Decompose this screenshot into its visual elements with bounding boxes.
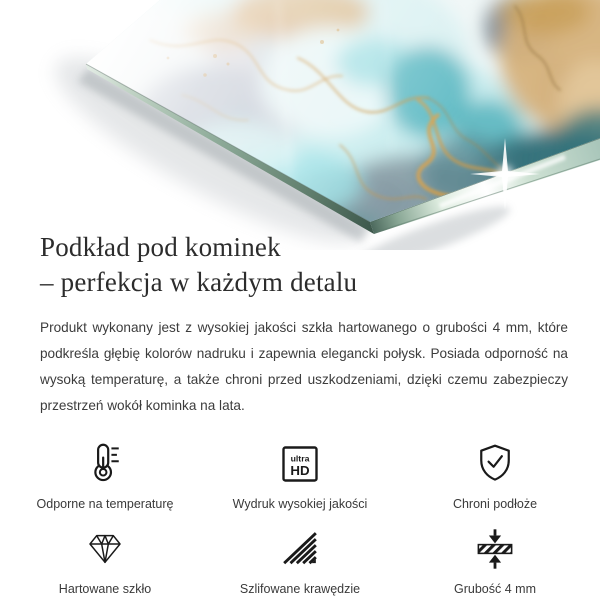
polished-edges-icon [280, 526, 320, 572]
feature-label: Odporne na temperaturę [36, 497, 174, 511]
page-title-line2: – perfekcja w każdym detalu [40, 267, 358, 297]
product-photo-area [0, 0, 600, 250]
ultra-hd-text-top: ultra [290, 453, 310, 464]
feature-protects-floor [390, 441, 600, 511]
page-title-line1: Podkład pod kominek [40, 232, 281, 262]
ultra-hd-text-bottom: HD [290, 463, 310, 478]
product-photo-glass-panel [0, 0, 600, 250]
feature-tempered-glass [0, 526, 210, 596]
feature-print-quality [210, 441, 390, 511]
feature-label: Wydruk wysokiej jakości [232, 497, 368, 511]
feature-temperature-resistant [0, 441, 210, 511]
product-description-section [0, 230, 600, 596]
thickness-icon [474, 526, 516, 572]
diamond-icon [85, 526, 125, 572]
feature-label: Hartowane szkło [58, 582, 152, 596]
feature-label: Chroni podłoże [452, 497, 538, 511]
shield-check-icon [473, 441, 517, 487]
ultra-hd-icon [278, 441, 322, 487]
feature-label: Szlifowane krawędzie [239, 582, 361, 596]
product-description: Produkt wykonany jest z wysokiej jakości szkła hartowanego o grubości 4 mm, które podkreśla głębię kolorów nadruku i zapewnia elegancki połysk. Posiada odporność na wysoką temperaturę, a także chroni przed uszkodzeniami, dzięki czemu zabezpieczy przestrzeń wokół kominka na lata. [40, 320, 568, 413]
feature-polished-edges [210, 526, 390, 596]
features-grid [0, 441, 600, 596]
feature-label: Grubość 4 mm [454, 582, 536, 596]
page-title [40, 230, 560, 300]
feature-thickness [390, 526, 600, 596]
thermometer-icon [83, 441, 127, 487]
